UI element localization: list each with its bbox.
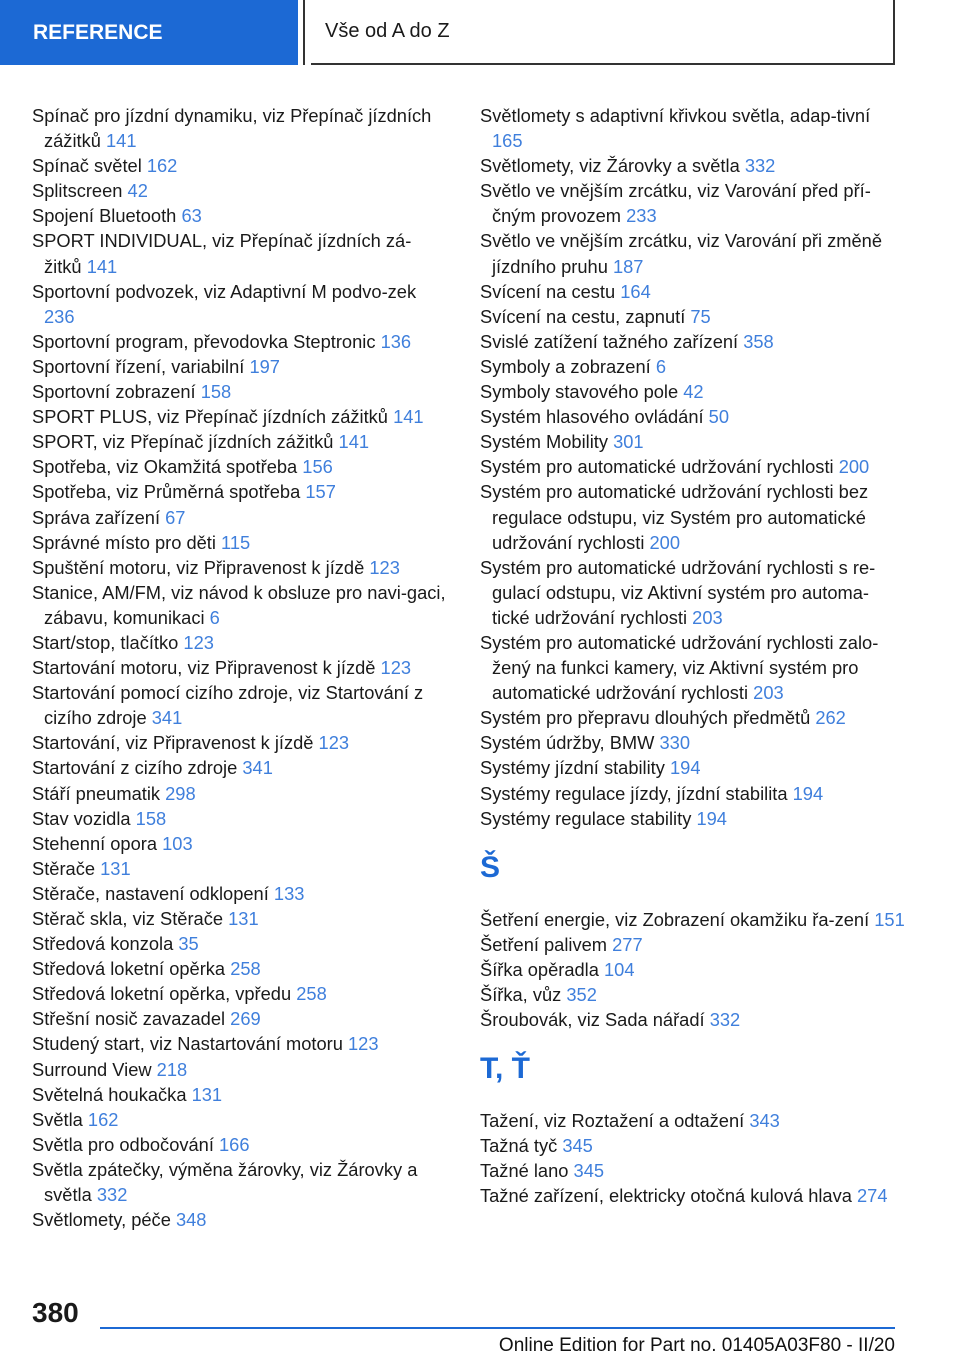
index-entry xyxy=(32,1132,447,1157)
entry-text: Sportovní řízení, variabilní xyxy=(32,355,245,377)
index-entry xyxy=(32,279,447,329)
entry-text: Systém hlasového ovládání xyxy=(480,406,704,428)
page-link[interactable]: 75 xyxy=(690,305,711,327)
entry-text: Světlomety, péče xyxy=(32,1209,171,1231)
index-entry xyxy=(480,404,905,429)
entry-text: Světlomety s adaptivní křivkou světla, adap‐tivní xyxy=(480,105,871,126)
page-link[interactable]: 63 xyxy=(181,205,202,227)
entry-text: Symboly stavového pole xyxy=(480,381,679,403)
entry-text: Spotřeba, viz Okamžitá spotřeba xyxy=(32,456,298,478)
page-link[interactable]: 200 xyxy=(838,456,870,478)
page-link[interactable]: 131 xyxy=(191,1083,223,1105)
letter-heading-s-caron: Š xyxy=(480,850,501,884)
page-link[interactable]: 103 xyxy=(162,832,193,854)
footer-rule xyxy=(100,1327,895,1329)
entry-text: Startování z cizího zdroje xyxy=(32,757,238,779)
page-link[interactable]: 194 xyxy=(696,807,727,829)
page-link[interactable]: 42 xyxy=(683,381,704,403)
entry-text: Světla pro odbočování xyxy=(32,1133,214,1155)
page-link[interactable]: 236 xyxy=(44,305,75,327)
index-entry xyxy=(32,881,447,906)
page-link[interactable]: 233 xyxy=(626,205,657,227)
entry-text: Systém pro automatické udržování rychlosti s re‐gulací odstupu, viz Aktivní systém pro automa‐tické udržování rychlosti xyxy=(480,556,876,628)
entry-text: Sportovní zobrazení xyxy=(32,381,196,403)
index-entry xyxy=(480,982,905,1007)
page-link[interactable]: 141 xyxy=(393,406,424,428)
index-entry xyxy=(32,505,447,530)
entry-text: Svislé zatížení tažného zařízení xyxy=(480,330,739,352)
entry-text: Světla zpátečky, výměna žárovky, viz Žárovky a světla xyxy=(32,1158,418,1206)
page-link[interactable]: 200 xyxy=(649,531,681,553)
page-link[interactable]: 136 xyxy=(380,330,412,352)
index-group-t xyxy=(480,1108,905,1208)
entry-text: Spínač světel xyxy=(32,155,142,177)
index-entry xyxy=(480,153,905,178)
page-link[interactable]: 345 xyxy=(573,1160,605,1182)
section-tab xyxy=(0,0,298,65)
index-entry xyxy=(480,178,905,228)
entry-text: Systém pro automatické udržování rychlosti bez regulace odstupu, viz Systém pro automatické udržování rychlosti xyxy=(480,481,869,553)
index-entry xyxy=(32,781,447,806)
entry-text: Startování, viz Připravenost k jízdě xyxy=(32,732,314,754)
entry-text: Symboly a zobrazení xyxy=(480,355,651,377)
index-entry xyxy=(32,429,447,454)
entry-text: Šířka, vůz xyxy=(480,984,562,1005)
index-entry xyxy=(480,279,905,304)
page-link[interactable]: 298 xyxy=(165,782,196,804)
page-link[interactable]: 301 xyxy=(613,431,644,453)
page-link[interactable]: 104 xyxy=(604,958,635,980)
entry-text: Systémy jízdní stability xyxy=(480,757,665,779)
page-link[interactable]: 131 xyxy=(228,908,259,929)
page-link[interactable]: 115 xyxy=(221,531,251,553)
page-link[interactable]: 157 xyxy=(305,481,336,503)
letter-heading-t: T, Ť xyxy=(480,1052,530,1086)
index-entry xyxy=(32,981,447,1006)
index-entry xyxy=(32,1057,447,1082)
page-link[interactable]: 341 xyxy=(242,757,273,779)
page-link[interactable]: 151 xyxy=(874,908,905,930)
entry-text: Systém pro automatické udržování rychlosti zalo‐žený na funkci kamery, viz Aktivní systém pro automatické udržování rychlosti xyxy=(480,631,879,704)
index-entry xyxy=(32,1082,447,1107)
entry-text: Sportovní podvozek, viz Adaptivní M podvo‐zek xyxy=(32,280,417,302)
entry-text: Středová loketní opěrka xyxy=(32,958,226,980)
index-entry xyxy=(32,103,447,153)
entry-text: Střešní nosič zavazadel xyxy=(32,1008,226,1030)
entry-text: Start/stop, tlačítko xyxy=(32,631,179,653)
index-entry xyxy=(32,655,447,680)
entry-text: Šetření energie, viz Zobrazení okamžiku řa‐zení xyxy=(480,908,870,930)
page-link[interactable]: 133 xyxy=(273,882,305,904)
entry-text: Spojení Bluetooth xyxy=(32,205,177,227)
page-link[interactable]: 332 xyxy=(744,155,776,177)
index-entry xyxy=(480,379,905,404)
index-entry xyxy=(32,454,447,479)
page-link[interactable]: 141 xyxy=(338,431,370,453)
page-title: Vše od A do Z xyxy=(325,20,450,42)
page-link[interactable]: 194 xyxy=(670,757,701,779)
index-entry xyxy=(480,479,905,554)
entry-text: Svícení na cestu, zapnutí xyxy=(480,305,686,327)
index-entry xyxy=(480,1133,905,1158)
page-link[interactable]: 123 xyxy=(318,732,350,754)
entry-text: Stěrače, nastavení odklopení xyxy=(32,882,269,904)
entry-text: Šetření palivem xyxy=(480,933,608,955)
page-link[interactable]: 258 xyxy=(230,958,261,980)
entry-text: SPORT INDIVIDUAL, viz Přepínač jízdních zá‐žitků xyxy=(32,230,412,277)
entry-text: Spotřeba, viz Průměrná spotřeba xyxy=(32,481,301,503)
index-entry xyxy=(32,178,447,203)
index-entry xyxy=(32,1207,447,1232)
page-link[interactable]: 165 xyxy=(492,130,523,152)
entry-text: Systém údržby, BMW xyxy=(480,732,655,754)
index-entry xyxy=(32,530,447,555)
page-link[interactable]: 123 xyxy=(369,556,400,578)
index-entry xyxy=(480,755,905,780)
index-entry xyxy=(480,806,905,831)
page-link[interactable]: 158 xyxy=(200,381,232,403)
page-link[interactable]: 262 xyxy=(815,707,846,729)
page-link[interactable]: 330 xyxy=(659,732,690,754)
index-entry xyxy=(480,1108,905,1133)
page-link[interactable]: 187 xyxy=(612,255,644,277)
page-link[interactable]: 197 xyxy=(249,355,280,377)
entry-text: Šroubovák, viz Sada nářadí xyxy=(480,1009,705,1031)
index-entry xyxy=(480,454,905,479)
page-link[interactable]: 141 xyxy=(86,255,118,277)
page-link[interactable]: 156 xyxy=(302,456,333,478)
index-entry xyxy=(480,907,905,932)
page-link[interactable]: 164 xyxy=(620,280,651,302)
page-link[interactable]: 123 xyxy=(348,1033,379,1055)
index-entry xyxy=(480,555,905,630)
page-header xyxy=(311,0,895,65)
entry-text: Systém pro přepravu dlouhých předmětů xyxy=(480,707,811,729)
index-entry xyxy=(32,630,447,655)
entry-text: Tažení, viz Roztažení a odtažení xyxy=(480,1110,745,1132)
page-link[interactable]: 274 xyxy=(857,1185,888,1207)
page-link[interactable]: 343 xyxy=(749,1110,780,1132)
entry-text: Středová loketní opěrka, vpředu xyxy=(32,983,292,1005)
entry-text: Sportovní program, převodovka Steptronic xyxy=(32,330,376,352)
entry-text: Správné místo pro děti xyxy=(32,531,216,553)
entry-text: Světlo ve vnějším zrcátku, viz Varování při změně jízdního pruhu xyxy=(480,230,882,277)
entry-text: Startování motoru, viz Připravenost k jízdě xyxy=(32,657,376,679)
index-entry xyxy=(480,957,905,982)
entry-text: Stěrač skla, viz Stěrače xyxy=(32,908,224,929)
page-link[interactable]: 258 xyxy=(296,983,327,1005)
page-link[interactable]: 218 xyxy=(156,1058,188,1080)
entry-text: Světla xyxy=(32,1108,83,1130)
index-entry xyxy=(32,1031,447,1056)
index-column-right xyxy=(480,103,905,1209)
index-entry xyxy=(480,429,905,454)
index-entry xyxy=(32,680,447,730)
index-entry xyxy=(32,228,447,278)
index-entry xyxy=(32,856,447,881)
index-entry xyxy=(32,354,447,379)
page-link[interactable]: 194 xyxy=(792,782,824,804)
section-label: REFERENCE xyxy=(33,20,163,44)
index-entry xyxy=(480,730,905,755)
page-link[interactable]: 166 xyxy=(219,1133,250,1155)
page-link[interactable]: 332 xyxy=(709,1009,741,1031)
page-link[interactable]: 123 xyxy=(183,631,214,653)
index-column-left xyxy=(32,103,447,1232)
page-link[interactable]: 131 xyxy=(100,857,131,879)
page-link[interactable]: 141 xyxy=(106,130,137,152)
entry-text: Šířka opěradla xyxy=(480,958,599,980)
index-entry xyxy=(32,931,447,956)
entry-text: Systém pro automatické udržování rychlosti xyxy=(480,456,834,478)
index-entry xyxy=(32,831,447,856)
entry-text: Studený start, viz Nastartování motoru xyxy=(32,1033,343,1055)
entry-text: Splitscreen xyxy=(32,180,123,202)
index-entry xyxy=(32,730,447,755)
entry-text: Středová konzola xyxy=(32,933,174,955)
index-entry xyxy=(480,329,905,354)
index-entry xyxy=(480,228,905,278)
index-entry xyxy=(480,103,905,153)
page-link[interactable]: 352 xyxy=(566,984,597,1005)
entry-text: Systém Mobility xyxy=(480,431,608,453)
index-entry xyxy=(32,153,447,178)
index-entry xyxy=(32,1157,447,1207)
index-entry xyxy=(32,555,447,580)
page-link[interactable]: 67 xyxy=(165,506,186,528)
page-link[interactable]: 341 xyxy=(151,707,183,729)
index-entry xyxy=(480,781,905,806)
page-link[interactable]: 162 xyxy=(87,1108,119,1130)
index-entry xyxy=(32,479,447,504)
entry-text: Surround View xyxy=(32,1058,152,1080)
header-divider xyxy=(303,0,305,65)
entry-text: Světelná houkačka xyxy=(32,1083,187,1105)
entry-text: Svícení na cestu xyxy=(480,280,616,302)
entry-text: Stanice, AM/FM, viz návod k obsluze pro navi‐gaci, zábavu, komunikaci xyxy=(32,581,446,628)
index-entry xyxy=(480,1183,905,1208)
entry-text: SPORT, viz Přepínač jízdních zážitků xyxy=(32,431,334,453)
entry-text: Stěrače xyxy=(32,857,96,879)
page-link[interactable]: 358 xyxy=(743,330,774,352)
index-entry xyxy=(480,1007,905,1032)
entry-text: Spínač pro jízdní dynamiku, viz Přepínač jízdních zážitků xyxy=(32,105,432,152)
index-entry xyxy=(32,906,447,931)
index-entry xyxy=(480,354,905,379)
index-entry xyxy=(32,1107,447,1132)
index-entry xyxy=(32,580,447,630)
index-entry xyxy=(32,203,447,228)
index-entry xyxy=(32,379,447,404)
page-number: 380 xyxy=(32,1297,79,1328)
index-entry xyxy=(32,806,447,831)
entry-text: Tažná tyč xyxy=(480,1135,558,1157)
entry-text: Systémy regulace stability xyxy=(480,807,692,829)
entry-text: Systémy regulace jízdy, jízdní stabilita xyxy=(480,782,788,804)
page-link[interactable]: 50 xyxy=(708,406,730,428)
index-entry xyxy=(32,404,447,429)
entry-text: Stav vozidla xyxy=(32,807,131,829)
entry-text: Světlomety, viz Žárovky a světla xyxy=(480,155,740,177)
page-link[interactable]: 42 xyxy=(127,180,148,202)
index-entry xyxy=(480,1158,905,1183)
page-link[interactable]: 6 xyxy=(209,606,220,628)
index-entry xyxy=(32,755,447,780)
page-link[interactable]: 332 xyxy=(96,1184,128,1206)
entry-text: Stehenní opora xyxy=(32,832,158,854)
index-entry xyxy=(480,932,905,957)
page-link[interactable]: 269 xyxy=(230,1008,261,1030)
page-link[interactable]: 345 xyxy=(562,1135,593,1157)
index-entry xyxy=(32,329,447,354)
index-entry xyxy=(480,705,905,730)
page-link[interactable]: 6 xyxy=(655,355,666,377)
page-link[interactable]: 203 xyxy=(753,682,784,704)
entry-text: Tažné zařízení, elektricky otočná kulová hlava xyxy=(480,1185,852,1207)
page-link[interactable]: 158 xyxy=(135,807,167,829)
index-entry xyxy=(480,630,905,705)
page-link[interactable]: 277 xyxy=(612,933,643,955)
entry-text: Správa zařízení xyxy=(32,506,161,528)
index-entry xyxy=(32,1006,447,1031)
index-group-s xyxy=(480,103,905,831)
page-link[interactable]: 123 xyxy=(380,657,412,679)
entry-text: Tažné lano xyxy=(480,1160,569,1182)
entry-text: SPORT PLUS, viz Přepínač jízdních zážitků xyxy=(32,406,388,428)
index-entry xyxy=(32,956,447,981)
entry-text: Spuštění motoru, viz Připravenost k jízdě xyxy=(32,556,365,578)
page-link[interactable]: 35 xyxy=(178,933,199,955)
entry-text: Startování pomocí cizího zdroje, viz Startování z cizího zdroje xyxy=(32,682,424,729)
page-link[interactable]: 162 xyxy=(146,155,178,177)
index-group-s-caron xyxy=(480,907,905,1032)
entry-text: Stáří pneumatik xyxy=(32,782,161,804)
footer-edition: Online Edition for Part no. 01405A03F80 - II/20 xyxy=(498,1335,895,1356)
index-entry xyxy=(480,304,905,329)
page-link[interactable]: 203 xyxy=(692,606,723,628)
page-link[interactable]: 348 xyxy=(175,1209,207,1231)
entry-text: Světlo ve vnějším zrcátku, viz Varování před pří‐čným provozem xyxy=(480,180,871,227)
